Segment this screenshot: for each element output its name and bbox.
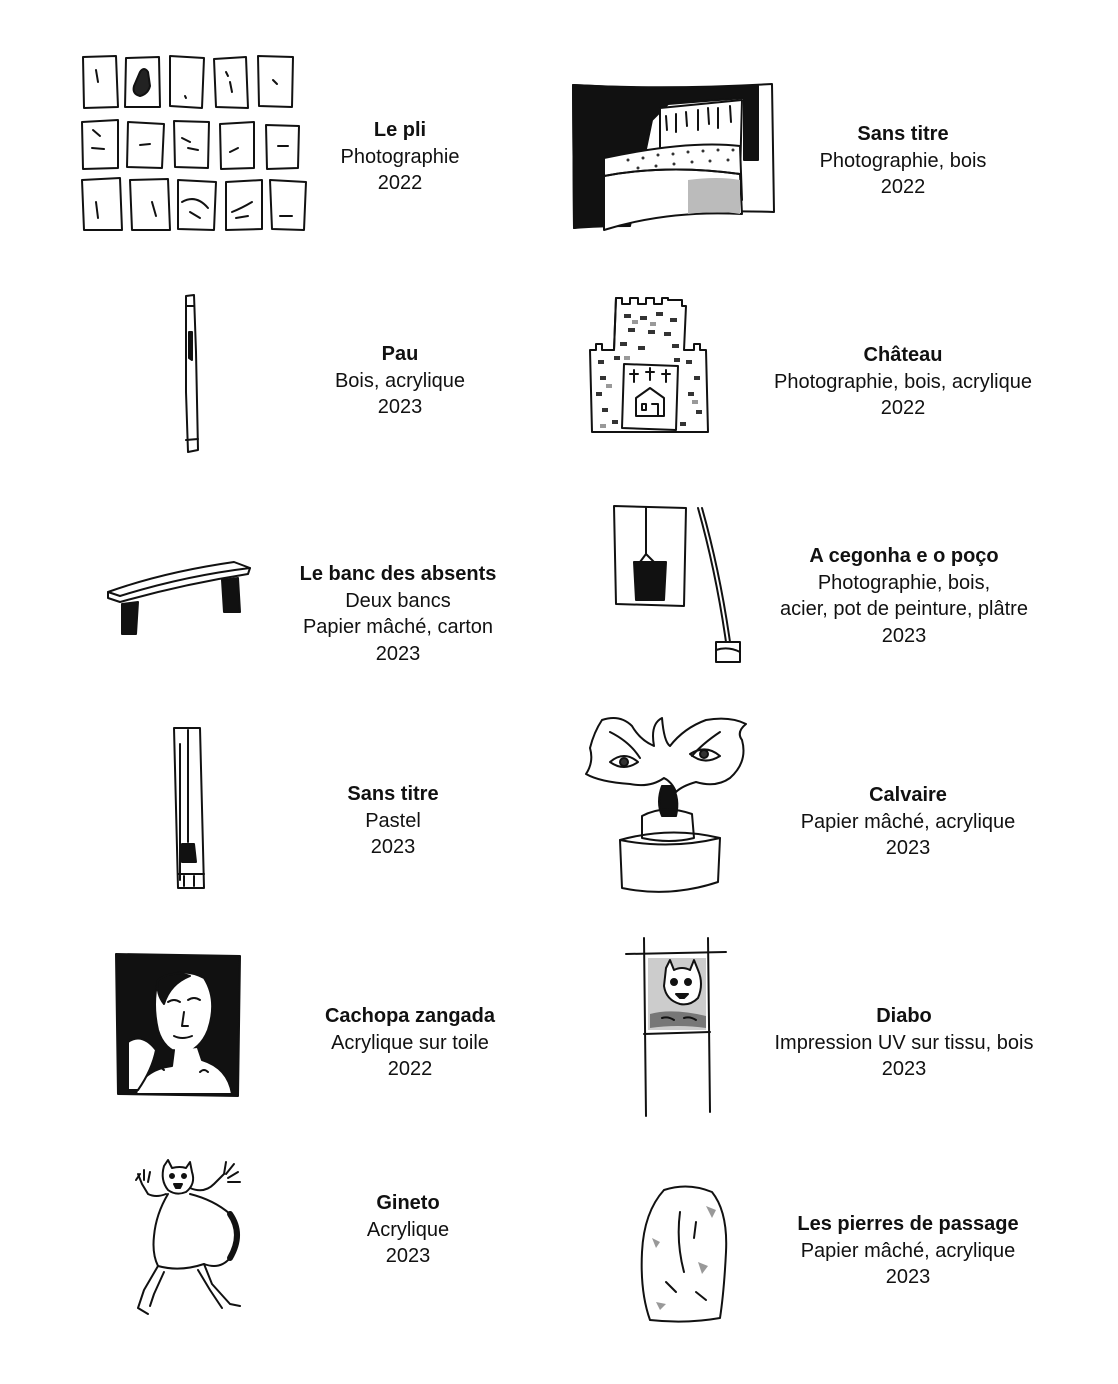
work-label bbox=[750, 342, 1056, 422]
work-medium: Papier mâché, carton bbox=[302, 616, 494, 638]
work-label bbox=[268, 561, 528, 667]
work-medium: Photographie, bois, acrylique bbox=[774, 370, 1032, 393]
work-medium: Photographie bbox=[340, 145, 460, 168]
work-title: Pau bbox=[381, 343, 419, 365]
work-title: Calvaire bbox=[869, 784, 947, 806]
work-medium: Acrylique bbox=[366, 1218, 450, 1241]
work-medium: Papier mâché, acrylique bbox=[800, 1239, 1016, 1262]
work-year: 2022 bbox=[377, 172, 423, 194]
work-year: 2023 bbox=[385, 1245, 431, 1267]
work-title: Les pierres de passage bbox=[797, 1213, 1019, 1235]
work-medium: Photographie, bois bbox=[819, 149, 987, 172]
work-year: 2023 bbox=[377, 396, 423, 418]
work-title: Sans titre bbox=[347, 783, 439, 805]
work-year: 2022 bbox=[880, 397, 926, 419]
work-year: 2022 bbox=[880, 176, 926, 198]
work-label bbox=[750, 1003, 1058, 1083]
work-label bbox=[752, 543, 1056, 649]
castle-icon bbox=[586, 294, 714, 436]
work-medium: Deux bancs bbox=[345, 589, 451, 612]
work-year: 2022 bbox=[387, 1058, 433, 1080]
pastel-strip-icon bbox=[170, 724, 212, 892]
work-year: 2023 bbox=[370, 836, 416, 858]
work-title: Château bbox=[863, 344, 943, 366]
calvary-sculpture-icon bbox=[580, 712, 752, 896]
work-label bbox=[760, 1211, 1056, 1291]
dancing-figure-icon bbox=[134, 1154, 252, 1320]
work-title: Cachopa zangada bbox=[324, 1005, 496, 1027]
work-title: Le pli bbox=[373, 119, 427, 141]
work-label bbox=[328, 1190, 488, 1270]
work-title: Diabo bbox=[876, 1005, 932, 1027]
stork-well-icon bbox=[610, 502, 746, 666]
work-medium: Papier mâché, acrylique bbox=[800, 810, 1016, 833]
work-medium: Impression UV sur tissu, bois bbox=[774, 1031, 1034, 1054]
work-medium: acier, pot de peinture, plâtre bbox=[780, 598, 1028, 620]
work-label bbox=[300, 781, 486, 861]
bench-icon bbox=[104, 558, 254, 640]
work-label bbox=[290, 1003, 530, 1083]
work-year: 2023 bbox=[375, 642, 421, 665]
framed-photo-icon bbox=[568, 80, 780, 235]
work-title: A cegonha e o poço bbox=[809, 545, 999, 567]
stone-icon bbox=[636, 1182, 732, 1326]
work-title: Le banc des absents bbox=[299, 563, 497, 585]
work-medium: Pastel bbox=[365, 809, 421, 832]
work-label bbox=[300, 341, 500, 421]
work-label bbox=[780, 121, 1026, 201]
work-year: 2023 bbox=[885, 837, 931, 859]
work-year: 2023 bbox=[885, 1266, 931, 1288]
work-medium: Acrylique sur toile bbox=[331, 1031, 489, 1054]
portrait-painting-icon bbox=[112, 950, 244, 1100]
grid-of-photos-icon bbox=[78, 52, 310, 234]
devil-banner-icon bbox=[622, 934, 732, 1120]
work-label bbox=[768, 782, 1048, 862]
work-label bbox=[300, 117, 500, 197]
work-medium: Bois, acrylique bbox=[334, 369, 466, 392]
work-year: 2023 bbox=[881, 624, 927, 647]
work-title: Sans titre bbox=[857, 123, 949, 145]
work-medium: Photographie, bois, bbox=[817, 571, 991, 594]
work-title: Gineto bbox=[376, 1192, 440, 1214]
wooden-pole-icon bbox=[180, 292, 204, 454]
work-year: 2023 bbox=[881, 1058, 927, 1080]
